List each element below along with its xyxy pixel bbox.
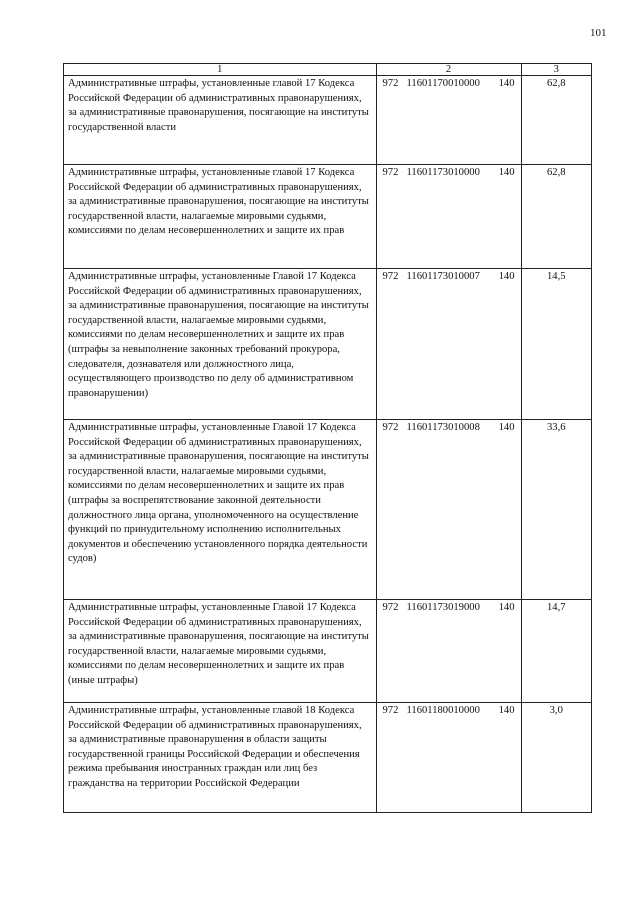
kbk-code: 11601173010008 [406, 422, 480, 433]
header-col-1: 1 [64, 64, 377, 76]
table-row [64, 165, 592, 269]
admin-code: 972 [382, 271, 399, 282]
subtype-code: 140 [498, 422, 515, 433]
row-value: 3,0 [521, 703, 591, 813]
kbk-code: 11601173010007 [406, 271, 480, 282]
subtype-code: 140 [498, 167, 515, 178]
row-code [376, 600, 521, 703]
row-code [376, 269, 521, 420]
row-name: Административные штрафы, установленные Главой 17 Кодекса Российской Федерации об административных правонарушениях, за административные правонарушения, посягающие на институты государственной власти, налагаемые мировыми судьями, комиссиями по делам несовершеннолетних и защите их прав (штрафы за воспрепятствование законной деятельности должностного лица органа, уполномоченного на осуществление функций по принудительному исполнению исполнительных документов и обеспечению установленного порядка деятельности судов) [64, 420, 377, 600]
subtype-code: 140 [498, 78, 515, 89]
row-value: 62,8 [521, 76, 591, 165]
admin-code: 972 [382, 78, 399, 89]
table-row [64, 269, 592, 420]
kbk-code: 11601180010000 [406, 705, 480, 716]
subtype-code: 140 [498, 602, 515, 613]
table-header-row [64, 64, 592, 76]
admin-code: 972 [382, 602, 399, 613]
row-code [376, 76, 521, 165]
row-name: Административные штрафы, установленные главой 17 Кодекса Российской Федерации об административных правонарушениях, за административные правонарушения, посягающие на институты государственной власти, налагаемые мировыми судьями, комиссиями по делам несовершеннолетних и защите их прав [64, 165, 377, 269]
kbk-code: 11601173019000 [406, 602, 480, 613]
row-name: Административные штрафы, установленные Главой 17 Кодекса Российской Федерации об административных правонарушениях, за административные правонарушения, посягающие на институты государственной власти, налагаемые мировыми судьями, комиссиями по делам несовершеннолетних и защите их прав (штрафы за невыполнение законных требований прокурора, следователя, дознавателя или должностного лица, осуществляющего производство по делу об административном правонарушении) [64, 269, 377, 420]
page-number: 101 [590, 27, 607, 39]
admin-code: 972 [382, 167, 399, 178]
row-name: Административные штрафы, установленные главой 18 Кодекса Российской Федерации об административных правонарушениях, за административные правонарушения в области защиты государственной границы Российской Федерации и обеспечения режима пребывания иностранных граждан или лиц без гражданства на территории Российской Федерации [64, 703, 377, 813]
admin-code: 972 [382, 705, 399, 716]
row-name: Административные штрафы, установленные главой 17 Кодекса Российской Федерации об административных правонарушениях, за административные правонарушения, посягающие на институты государственной власти [64, 76, 377, 165]
row-code [376, 703, 521, 813]
table-row [64, 76, 592, 165]
row-value: 14,7 [521, 600, 591, 703]
row-code [376, 165, 521, 269]
subtype-code: 140 [498, 271, 515, 282]
kbk-code: 11601170010000 [406, 78, 480, 89]
row-value: 62,8 [521, 165, 591, 269]
header-col-2: 2 [376, 64, 521, 76]
revenue-table [63, 63, 592, 813]
header-col-3: 3 [521, 64, 591, 76]
subtype-code: 140 [498, 705, 515, 716]
kbk-code: 11601173010000 [406, 167, 480, 178]
row-name: Административные штрафы, установленные Главой 17 Кодекса Российской Федерации об административных правонарушениях, за административные правонарушения, посягающие на институты государственной власти, налагаемые мировыми судьями, комиссиями по делам несовершеннолетних и защите их прав (иные штрафы) [64, 600, 377, 703]
table-row [64, 420, 592, 600]
table-row [64, 600, 592, 703]
row-value: 33,6 [521, 420, 591, 600]
row-value: 14,5 [521, 269, 591, 420]
table-row [64, 703, 592, 813]
row-code [376, 420, 521, 600]
admin-code: 972 [382, 422, 399, 433]
